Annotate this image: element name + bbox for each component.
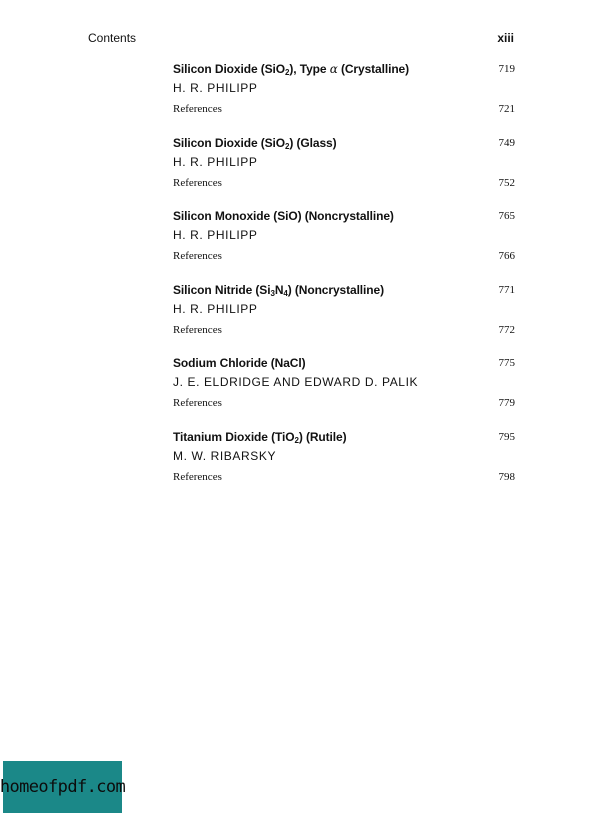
entry-author: M. W. RIBARSKY — [173, 448, 277, 463]
entry-references-label: References — [173, 250, 222, 263]
entry-references-page: 772 — [498, 323, 515, 336]
entry-author: H. R. PHILIPP — [173, 81, 258, 95]
entry-author: H. R. PHILIPP — [173, 154, 258, 169]
entry-title: Silicon Nitride $(Si_3N_4)$ (Noncrystalline) — [173, 282, 384, 298]
entry-references-label: References — [173, 103, 222, 115]
entry-page-number: 775 — [498, 357, 515, 370]
entry-references-page: 779 — [498, 397, 515, 410]
entry-references-label: References — [173, 470, 222, 483]
entry-page-number: 719 — [498, 63, 515, 75]
entry-title: Titanium Dioxide (TiO$_2$) (Rutile) — [173, 429, 347, 445]
entry-references-label: References — [173, 323, 222, 336]
entry-page-number: 795 — [498, 430, 515, 443]
entry-page-number: 765 — [498, 210, 515, 223]
contents-entry-sio[interactable] — [173, 209, 515, 283]
entry-references-page: 798 — [498, 470, 515, 483]
entry-references-page: 752 — [498, 176, 515, 189]
entry-title: Silicon Dioxide (SiO$_2$), Type α (Crystalline) — [173, 62, 410, 77]
running-head-page-number: xiii — [497, 31, 514, 45]
contents-entry-si3n4[interactable] — [173, 283, 515, 357]
entry-title: Silicon Monoxide (SiO) (Noncrystalline) — [173, 209, 394, 224]
entry-title: Silicon Dioxide (SiO$_2$) (Glass) — [173, 135, 337, 151]
contents-entry-tio2[interactable] — [173, 430, 515, 504]
contents-entry-sio2-alpha[interactable] — [173, 62, 515, 136]
entry-references-label: References — [173, 397, 222, 410]
entry-author: H. R. PHILIPP — [173, 301, 258, 316]
running-head — [88, 31, 514, 47]
watermark-text: homeofpdf.com — [0, 777, 126, 797]
watermark-badge — [0, 761, 126, 813]
entry-author: H. R. PHILIPP — [173, 228, 258, 243]
entry-title: Sodium Chloride (NaCl) — [173, 356, 306, 371]
entry-author: J. E. ELDRIDGE AND EDWARD D. PALIK — [173, 375, 419, 390]
entry-page-number: 749 — [498, 136, 515, 149]
contents-entry-sio2-glass[interactable] — [173, 136, 515, 210]
entry-page-number: 771 — [498, 283, 515, 296]
entry-references-page: 721 — [498, 103, 515, 115]
running-head-section: Contents — [88, 31, 137, 45]
entry-references-label: References — [173, 176, 222, 189]
contents-entry-nacl[interactable] — [173, 356, 515, 430]
entry-references-page: 766 — [498, 250, 515, 263]
contents-list — [173, 62, 515, 504]
